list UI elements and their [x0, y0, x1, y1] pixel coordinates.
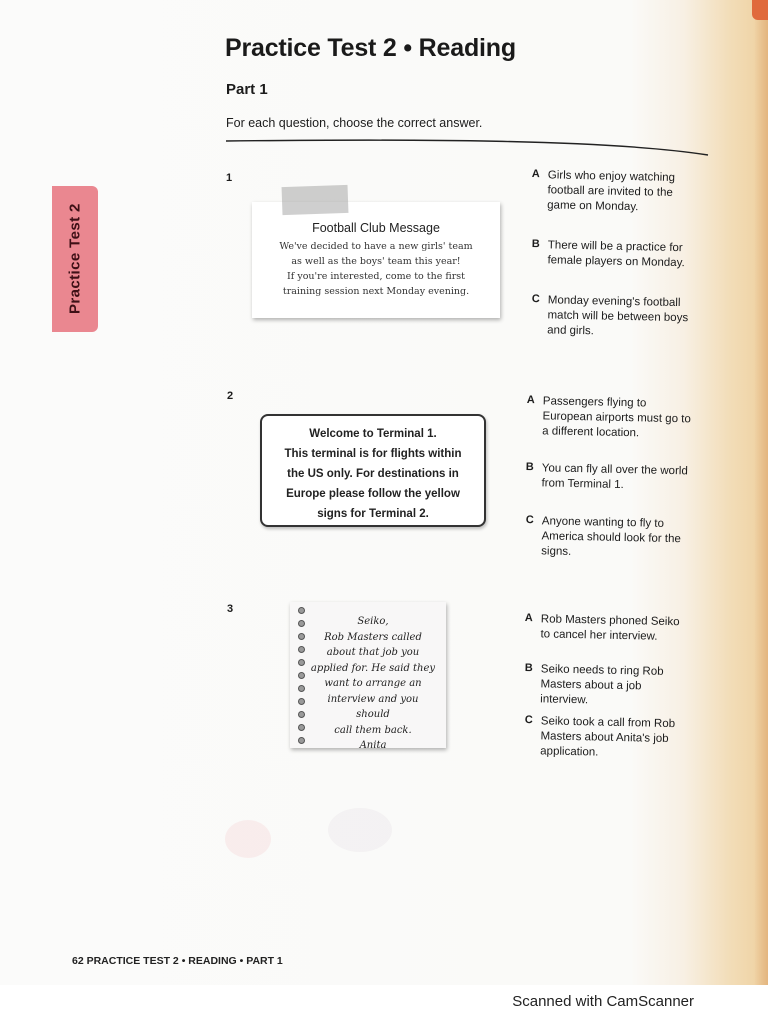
question-number: 1	[226, 172, 233, 184]
spiral-hole	[298, 737, 305, 744]
scanner-watermark: Scanned with CamScanner	[512, 993, 694, 1010]
option-text: Anyone wanting to fly to America should look for the signs.	[541, 515, 681, 558]
option-text: You can fly all over the world from Terminal 1.	[541, 462, 688, 492]
page-smudge	[328, 808, 392, 852]
message-line: interview and you should	[327, 693, 419, 720]
football-club-notice	[252, 202, 500, 318]
answer-option[interactable]	[525, 514, 691, 562]
option-text: Seiko took a call from Rob Masters about Anita's job application.	[540, 715, 676, 759]
spiral-hole	[298, 724, 305, 731]
notice-title: Football Club Message	[312, 221, 440, 235]
page-footer: 62 PRACTICE TEST 2 • READING • PART 1	[72, 955, 283, 967]
option-text: Seiko needs to ring Rob Masters about a job interview.	[540, 663, 664, 707]
sign-line: Europe please follow the yellow	[286, 488, 460, 500]
answer-option[interactable]	[531, 238, 697, 271]
terminal-sign	[260, 414, 486, 527]
spiral-hole	[298, 633, 305, 640]
page-edge-shadow	[754, 0, 768, 985]
answer-option[interactable]	[524, 714, 690, 762]
answer-option[interactable]	[525, 461, 691, 494]
option-letter: B	[531, 238, 540, 251]
side-tab-label: Practice Test 2	[66, 203, 84, 315]
message-line: Anita	[359, 740, 387, 751]
option-letter: A	[531, 168, 540, 181]
option-text: Passengers flying to European airports must go to a different location.	[542, 395, 691, 440]
sign-line: the US only. For destinations in	[287, 468, 459, 480]
spiral-hole	[298, 685, 305, 692]
sign-line: Welcome to Terminal 1.	[309, 428, 437, 440]
spiral-hole	[298, 646, 305, 653]
option-text: Monday evening's football match will be between boys and girls.	[547, 294, 689, 338]
message-line: want to arrange an	[324, 678, 422, 689]
notice-line: We've decided to have a new girls' team	[279, 241, 473, 252]
tape-strip	[282, 185, 349, 215]
spiral-hole	[298, 711, 305, 718]
page-smudge	[225, 820, 271, 858]
message-line: applied for. He said they	[310, 662, 436, 674]
answer-option[interactable]	[524, 662, 690, 710]
part-heading: Part 1	[226, 81, 268, 98]
option-text: There will be a practice for female players on Monday.	[547, 239, 685, 270]
option-letter: A	[524, 612, 533, 625]
option-letter: C	[524, 714, 533, 727]
question-number: 2	[227, 390, 234, 402]
option-text: Girls who enjoy watching football are invited to the game on Monday.	[547, 169, 676, 214]
message-line: about that job you	[326, 647, 420, 658]
sign-line: signs for Terminal 2.	[317, 508, 429, 520]
corner-mark	[752, 0, 768, 20]
answer-option[interactable]	[531, 293, 697, 341]
phone-message-note	[290, 602, 446, 751]
question-number: 3	[227, 603, 234, 615]
spiral-hole	[298, 659, 305, 666]
option-letter: C	[531, 293, 540, 306]
heading-rule	[226, 136, 710, 158]
answer-option[interactable]	[531, 168, 697, 216]
spiral-hole	[298, 607, 305, 614]
option-text: Rob Masters phoned Seiko to cancel her interview.	[540, 613, 680, 643]
option-letter: A	[526, 394, 535, 407]
option-letter: B	[525, 461, 534, 474]
spiral-hole	[298, 620, 305, 627]
option-letter: B	[524, 662, 533, 675]
message-text	[310, 614, 436, 754]
message-line: Rob Masters called	[324, 631, 422, 643]
notice-line: training session next Monday evening.	[282, 286, 470, 297]
instruction-text: For each question, choose the correct answer.	[226, 116, 483, 130]
page-title: Practice Test 2 • Reading	[225, 34, 516, 62]
option-letter: C	[525, 514, 534, 527]
answer-option[interactable]	[526, 394, 692, 442]
answer-option[interactable]	[524, 612, 690, 645]
notice-line: as well as the boys' team this year!	[291, 256, 461, 267]
message-line: Seiko,	[357, 616, 389, 627]
spiral-hole	[298, 672, 305, 679]
notice-line: If you're interested, come to the first	[287, 271, 465, 282]
sign-line: This terminal is for flights within	[284, 448, 462, 460]
spiral-hole	[298, 698, 305, 705]
message-line: call them back.	[334, 724, 412, 736]
